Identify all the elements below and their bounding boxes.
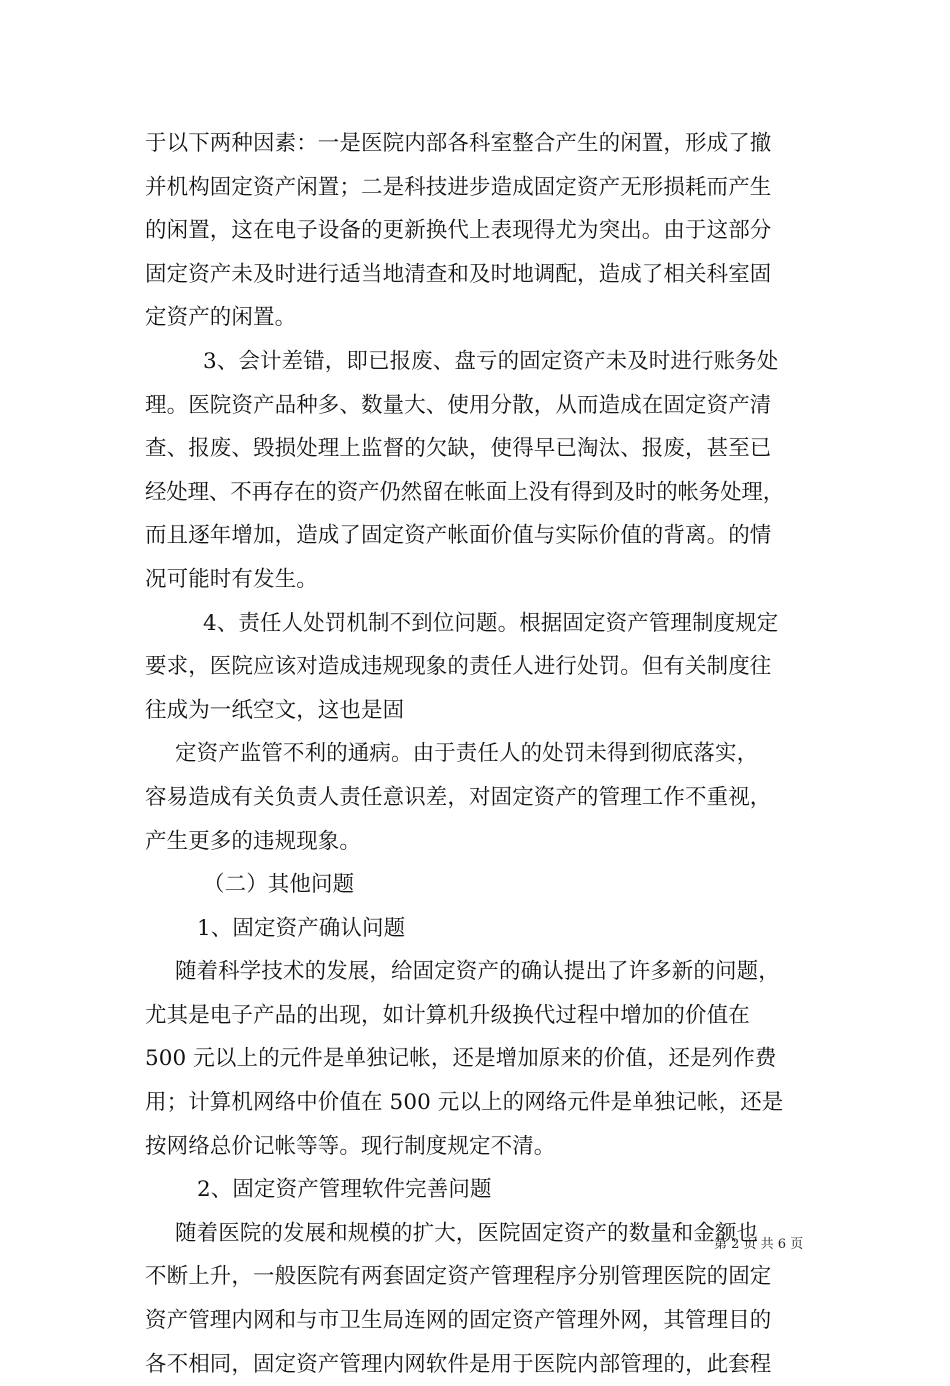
text-line: 理。医院资产品种多、数量大、使用分散，从而造成在固定资产清	[145, 392, 772, 418]
section-heading: （二）其他问题	[203, 872, 355, 898]
text-line: 往成为一纸空文，这也是固	[145, 697, 405, 723]
subsection-heading: 2、固定资产管理软件完善问题	[197, 1177, 492, 1203]
text-line: 用；计算机网络中价值在 500 元以上的网络元件是单独记帐，还是	[145, 1090, 784, 1116]
text-line: 查、报废、毁损处理上监督的欠缺，使得早已淘汰、报废，甚至已	[145, 436, 772, 462]
text-line: 于以下两种因素：一是医院内部各科室整合产生的闲置，形成了撤	[145, 131, 772, 156]
text-line: 并机构固定资产闲置；二是科技进步造成固定资产无形损耗而产生	[145, 174, 772, 200]
text-line: 产生更多的违规现象。	[145, 828, 362, 854]
body-text	[145, 122, 810, 1386]
text-line: 尤其是电子产品的出现，如计算机升级换代过程中增加的价值在	[145, 1002, 750, 1028]
text-line: 经处理、不再存在的资产仍然留在帐面上没有得到及时的帐务处理，	[145, 479, 785, 505]
text-line: 固定资产未及时进行适当地清查和及时地调配，造成了相关科室固	[145, 261, 772, 287]
text-line: 不断上升，一般医院有两套固定资产管理程序分别管理医院的固定	[145, 1264, 772, 1290]
text-line: 按网络总价记帐等等。现行制度规定不清。	[145, 1133, 556, 1159]
text-line: 随着医院的发展和规模的扩大，医院固定资产的数量和金额也	[175, 1220, 759, 1246]
text-line: 容易造成有关负责人责任意识差，对固定资产的管理工作不重视，	[145, 784, 772, 810]
text-line: 随着科学技术的发展，给固定资产的确认提出了许多新的问题，	[175, 959, 780, 985]
subsection-heading: 1、固定资产确认问题	[197, 915, 406, 941]
text-line: 定资产的闲置。	[145, 305, 297, 331]
text-line: 3、会计差错，即已报废、盘亏的固定资产未及时进行账务处	[203, 348, 779, 374]
text-line: 的闲置，这在电子设备的更新换代上表现得尤为突出。由于这部分	[145, 218, 772, 244]
text-line: 500 元以上的元件是单独记帐，还是增加原来的价值，还是列作费	[145, 1046, 777, 1072]
text-line: 各不相同，固定资产管理内网软件是用于医院内部管理的，此套程	[145, 1351, 772, 1377]
text-line: 要求，医院应该对造成违规现象的责任人进行处罚。但有关制度往	[145, 654, 772, 680]
page-number: 第 2 页 共 6 页	[714, 1237, 804, 1252]
text-line: 4、责任人处罚机制不到位问题。根据固定资产管理制度规定	[203, 610, 779, 636]
text-line: 而且逐年增加，造成了固定资产帐面价值与实际价值的背离。的情	[145, 523, 772, 549]
text-line: 况可能时有发生。	[145, 566, 318, 592]
text-line: 定资产监管不利的通病。由于责任人的处罚未得到彻底落实，	[175, 741, 759, 767]
text-line: 资产管理内网和与市卫生局连网的固定资产管理外网，其管理目的	[145, 1308, 772, 1334]
